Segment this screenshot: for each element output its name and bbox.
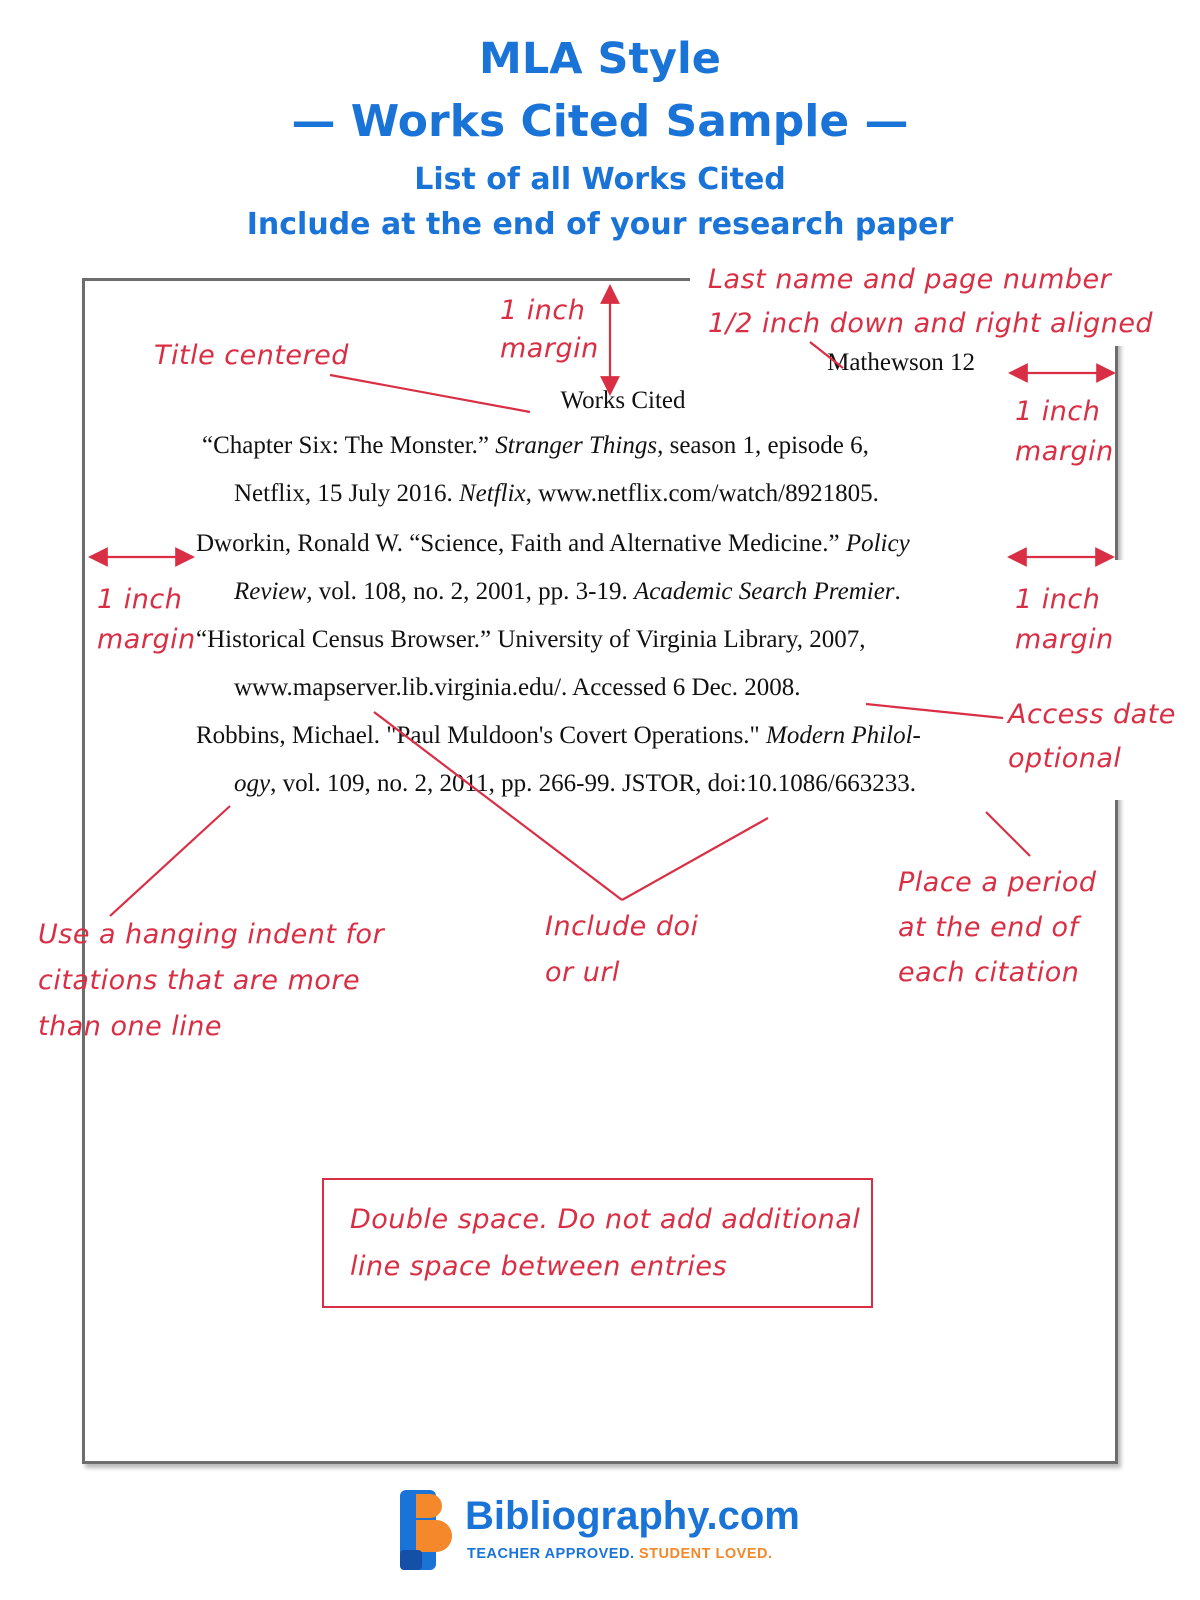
page-header: Mathewson 12 bbox=[827, 349, 975, 376]
citation-line: “Historical Census Browser.” University of Virginia Library, 2007, bbox=[196, 626, 866, 653]
works-cited-title: Works Cited bbox=[560, 387, 686, 414]
right-margin-note: 1 inch margin bbox=[1015, 584, 1114, 655]
citation-line: ogy, vol. 109, no. 2, 2011, pp. 266-99. JSTOR, doi:10.1086/663233. bbox=[234, 770, 916, 797]
brand-tagline: TEACHER APPROVED. STUDENT LOVED. bbox=[467, 1546, 773, 1562]
citation-entry bbox=[196, 626, 986, 722]
citation-line: www.mapserver.lib.virginia.edu/. Accessed 6 Dec. 2008. bbox=[234, 674, 801, 701]
header-note: Last name and page number 1/2 inch down and right aligned bbox=[708, 264, 1154, 339]
heading-instruction: Include at the end of your research paper bbox=[246, 207, 954, 242]
citation-entry bbox=[196, 432, 986, 528]
period-note: Place a period at the end of each citation bbox=[898, 867, 1097, 988]
citation-line: Review, vol. 108, no. 2, 2001, pp. 3-19. Academic Search Premier. bbox=[234, 578, 901, 605]
citation-line: Dworkin, Ronald W. “Science, Faith and Alternative Medicine.” Policy bbox=[196, 530, 910, 557]
citation-line: Robbins, Michael. "Paul Muldoon's Covert Operations." Modern Philol- bbox=[196, 722, 921, 749]
title-centered-note: Title centered bbox=[154, 340, 349, 371]
brand-name: Bibliography.com bbox=[465, 1494, 800, 1538]
access-date-note: Access date optional bbox=[1008, 699, 1176, 774]
left-margin-note: 1 inch margin bbox=[97, 584, 196, 655]
doi-note: Include doi or url bbox=[545, 911, 699, 988]
double-space-note: Double space. Do not add additional line space between entries bbox=[350, 1204, 861, 1282]
heading-description: List of all Works Cited bbox=[414, 162, 786, 197]
heading-title: MLA Style bbox=[479, 34, 721, 84]
right-top-margin-note: 1 inch margin bbox=[1015, 396, 1114, 467]
top-margin-note: 1 inch margin bbox=[500, 295, 599, 364]
hanging-indent-note: Use a hanging indent for citations that are more than one line bbox=[38, 919, 385, 1042]
citation-entry bbox=[196, 530, 986, 626]
bibliography-logo-icon bbox=[396, 1490, 454, 1576]
citation-entry bbox=[196, 722, 986, 818]
citation-line: “Chapter Six: The Monster.” Stranger Things, season 1, episode 6, bbox=[202, 432, 869, 459]
heading-subtitle: — Works Cited Sample — bbox=[291, 96, 909, 147]
citation-line: Netflix, 15 July 2016. Netflix, www.netflix.com/watch/8921805. bbox=[234, 480, 879, 507]
